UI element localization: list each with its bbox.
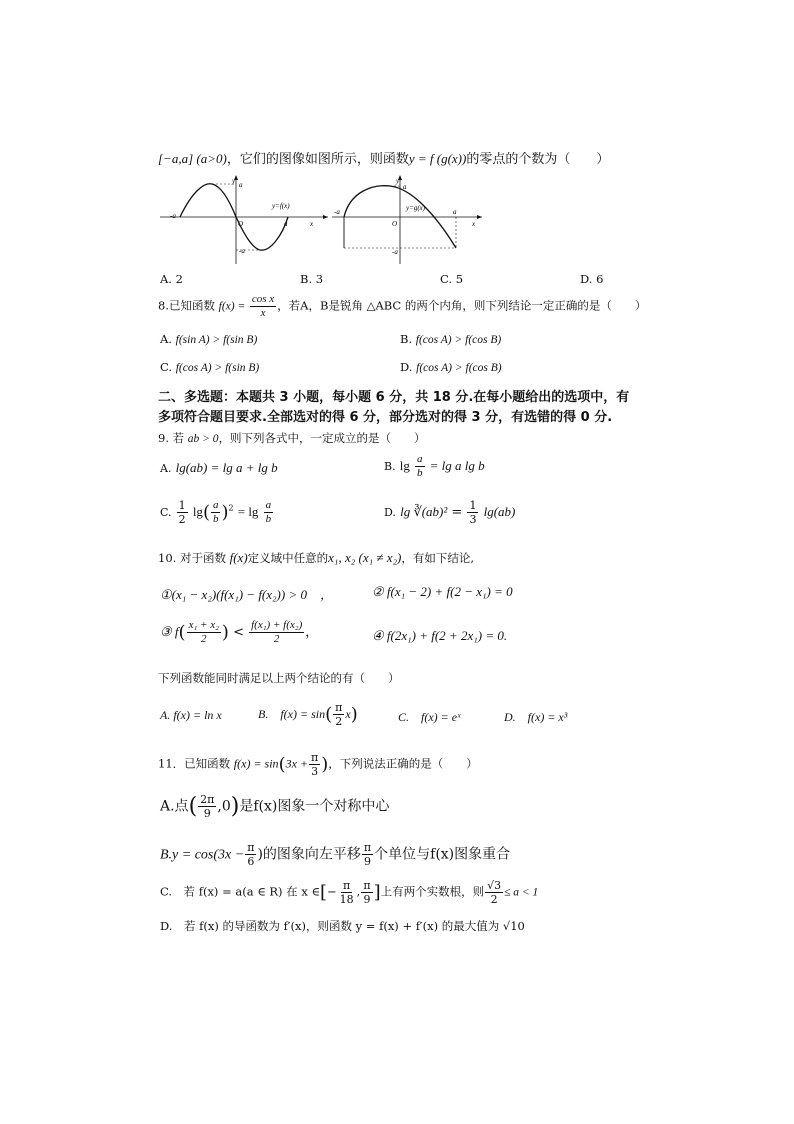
q11-option-b-mid: )的图象向左平移 [257,846,361,863]
q10-stem-post: ，有如下结论, [401,551,475,565]
q9-condition: ab > 0 [187,433,219,445]
q8-frac-num: cos x [251,293,275,305]
q9-option-c: C. $\frac{1}{2}$ lg( $\frac{a}{b}$ )$^2$ = lg $\frac{a}{b}$ [160,499,272,526]
q7-graph-f [160,172,330,264]
q10-c3-rden: 2 [273,633,280,645]
q8-option-b-label: B. [400,332,413,346]
q11-option-c-num: √3 [487,879,502,892]
q10-c3-right-frac [249,620,304,645]
q10-option-c: C. f(x) = eˣ [398,710,461,724]
q8-frac-den: x [260,307,266,319]
q11-option-d: D. 若 f(x) 的导函数为 f′(x)，则函数 y = f(x) + f′(x) 的最大值为 √10 [160,919,525,933]
q9-option-b-fraction [415,454,425,479]
q11-option-c-rfrac [361,880,372,905]
q9-option-c-inner-den: b [212,513,219,525]
q10-option-b-frac [333,702,344,727]
q9-stem [158,430,426,446]
q7-stem-post: 的零点的个数为（ ） [466,152,610,167]
q8-fraction [250,294,276,319]
q11-frac [309,752,320,777]
q11-function: f(x) = sin [233,756,279,771]
q10-stem-mid: 定义域中任意的 [247,551,329,565]
q8-option-d-label: D. [400,360,413,374]
q8-option-a-label: A. [160,332,172,346]
q10-c3-left-frac [187,620,221,645]
q10-conclusion-1: ①(x₁ − x₂)(f(x₁) − f(x₂)) > 0 ， [160,587,333,602]
q9-option-d-den: 3 [469,513,477,526]
q10-c3-num: x₁ + x₂ [188,619,219,631]
q11-option-b-frac2 [362,842,373,867]
q11-option-c-l-den: 18 [339,893,354,906]
q9-option-a [160,460,278,476]
q10-c3-den: 2 [200,633,207,645]
q11-option-b-den2: 9 [364,855,372,868]
q11-option-a-mid: ,0 [217,798,231,815]
q11-option-a-frac [198,794,216,819]
q10-option-a: A. f(x) = ln x [160,708,222,722]
q11-option-c-lfrac [338,880,356,905]
q9-option-d [384,500,515,525]
q9-option-b [384,454,485,479]
q11-option-b-frac1 [245,842,256,867]
q10-vars: x₁, x₂ (x₁ ≠ x₂) [328,550,402,565]
q8-number: 8.已知函数 [158,298,215,313]
q9-option-d-lhs: lg ∛(ab)² [400,504,448,519]
q7-g1-x-label: x [310,220,314,228]
q11-option-a-pre: A.点 [160,798,189,815]
q9-option-c-coef-den: 2 [178,513,186,526]
q7-g1-curve-label: y=f(x) [272,202,290,210]
q11-option-b-den: 6 [247,855,255,868]
q7-g2-x-neg-a: -a [334,208,340,216]
q11-option-a: A.点( $\frac{2\pi}{9}$ ,0)是f(x)图象一个对称中心 [160,793,390,820]
q11-option-c-frac [485,880,503,905]
q10-option-b-num: π [335,701,343,714]
q10-c3-rnum: f(x₁) + f(x₂) [251,619,303,631]
q9-option-b-label: B. [384,460,396,473]
q8-option-c [160,360,259,374]
q8-option-d [400,360,502,374]
q11-option-c-r-den: 9 [363,893,371,906]
q9-option-b-lg: lg [399,458,410,473]
q8-option-d-expr: f(cos A) > f(cos B) [416,362,502,374]
q7-function: y = f (g(x)) [408,151,467,166]
q10-ask: 下列函数能同时满足以上两个结论的有（ ） [158,671,400,685]
q11-option-c-pre: C. 若 f(x) = a(a ∈ R) 在 x ∈ [160,884,320,899]
q11-option-a-post: 是f(x)图象一个对称中心 [239,798,390,815]
q11-option-c-mid: 上有两个实数根，则 [380,884,485,899]
q11-option-b [160,842,510,867]
q10-option-b: B. f(x) = sin( $\frac{\pi}{2}$ x) [258,701,358,728]
q8-option-b-expr: f(cos A) > f(cos B) [415,334,502,346]
q10-stem [158,550,474,566]
q10-c3-pre: ③ f [160,624,179,639]
q9-option-d-label: D. [384,506,396,519]
q9-option-b-num: a [417,453,423,465]
q9-stem-pre: 9. 若 [158,431,185,445]
q9-option-d-coef [467,500,478,525]
q11-arg: 3x + [285,756,309,771]
q9-option-c-rhs-frac [264,500,274,525]
q9-option-c-square: 2 [228,503,234,513]
q11-option-c-post: ≤ a < 1 [504,886,539,899]
q9-option-c-inner-num: a [212,499,219,511]
q11-option-c-den: 2 [490,893,498,906]
q11-option-c-l-num: π [343,879,351,892]
q11-option-b-num: π [247,841,255,854]
q11-num: π [311,751,319,764]
q11-option-b-post: 个单位与f(x)图象重合 [374,846,511,863]
q10-option-b-post: x [345,707,351,721]
q9-option-d-rhs: lg(ab) [483,504,516,519]
q8-fx: f(x) = [218,300,246,313]
q7-option-a: A. 2 [160,272,183,286]
q9-option-c-inner [211,500,221,525]
q8-option-c-label: C. [160,360,173,374]
q9-option-a-expr: lg(ab) = lg a + lg b [175,460,278,475]
q11-option-c: C. 若 f(x) = a(a ∈ R) 在 x ∈[− $\frac{\pi}{18}$ , $\frac{\pi}{9}$ ]上有两个实数根，则 $\frac{√3}{2}$ ≤ a < 1 [160,879,539,906]
q9-stem-post: ，则下列各式中，一定成立的是（ ） [218,431,426,445]
q7-stem-mid: ，它们的图像如图所示，则函数 [226,152,409,167]
q7-g2-x-label: x [472,220,476,228]
q8-option-c-expr: f(cos A) > f(sin B) [175,362,260,374]
q7-g2-curve-label: y=g(x) [406,204,426,212]
q7-option-c: C. 5 [440,272,464,286]
q7-option-d: D. 6 [580,272,604,286]
q10-c3-post: ， [305,625,319,640]
q7-g2-y-label: y [396,177,400,185]
q7-g2-tick-neg-a: -a [392,248,398,256]
q9-option-c-rhs: = lg [237,504,259,519]
q10-option-b-den: 2 [335,715,343,728]
q9-option-c-rhs-num: a [265,499,272,511]
q9-option-c-label: C. [160,506,172,519]
q9-option-a-label: A. [160,462,172,475]
q7-g1-tick-a: a [239,181,243,189]
q11-option-c-r-num: π [363,879,371,892]
q10-option-b-pre: B. f(x) = sin [258,707,326,721]
q11-option-b-num2: π [363,841,372,854]
q7-option-b: B. 3 [300,272,324,286]
q8-option-a [160,332,257,346]
q7-g2-tick-a: a [403,183,407,191]
section2-heading-line1: 二、多选题：本题共 3 小题，每小题 6 分，共 18 分.在每小题给出的选项中，有 [158,390,630,405]
q7-g1-origin: O [238,220,244,228]
q7-g1-y-label: y [232,177,236,185]
q11-stem: 11．已知函数 f(x) = sin(3x + $\frac{\pi}{3}$ )，下列说法正确的是（ ） [158,751,478,778]
q11-option-a-num: 2π [200,793,215,806]
q7-g2-origin: O [392,220,398,228]
q11-den: 3 [311,765,319,778]
q8-option-b [400,332,501,346]
q9-option-b-rhs: = lg a lg b [429,458,485,473]
q8-stem-post: ，若A，B是锐角 △ABC 的两个内角，则下列结论一定正确的是（ ） [277,298,647,313]
q9-option-c-lg: lg [192,504,203,519]
section2-heading-line2: 多项符合题目要求.全部选对的得 6 分，部分选对的得 3 分，有选错的得 0 分. [158,410,613,425]
q11-stem-pre: 11．已知函数 [158,756,231,771]
q8-option-a-expr: f(sin A) > f(sin B) [175,334,258,346]
q10-option-d: D. f(x) = x³ [504,710,568,724]
q7-g1-x-a: a [284,220,288,228]
q10-stem-pre: 10. 对于函数 [158,551,226,565]
q10-conclusion-4: ④ f(2x₁) + f(2 + 2x₁) = 0. [372,628,508,643]
q11-option-a-den: 9 [203,807,211,820]
q8-stem [158,294,646,319]
q11-option-b-pre: B.y = cos(3x − [160,847,245,863]
q9-option-c-rhs-den: b [265,513,272,525]
q10-function: f(x) [229,550,248,565]
q7-g1-x-neg-a: -a [170,212,176,220]
q7-interval: [−a,a] (a>0) [158,151,227,166]
q9-option-d-eq: = [451,505,463,520]
q7-g2-x-a: a [453,208,457,216]
q10-c3-lt: < [233,625,244,640]
q10-conclusion-2: ② f(x₁ − 2) + f(2 − x₁) = 0 [372,584,513,599]
q7-g1-tick-neg-a: -a [239,247,245,255]
q9-option-c-coef-num: 1 [178,499,186,512]
q11-stem-post: ，下列说法正确的是（ ） [328,756,478,771]
q9-option-c-coef [177,500,188,525]
q9-option-b-den: b [417,467,423,479]
q7-stem [158,148,609,167]
q7-graph-g [332,172,492,264]
q9-option-d-num: 1 [469,499,477,512]
q10-conclusion-3: ③ f( $\frac{\text{x₁ + x₂}}{2}$ ) < $\frac{\text{f(x₁) + f(x₂)}}{2}$ ， [160,619,319,645]
